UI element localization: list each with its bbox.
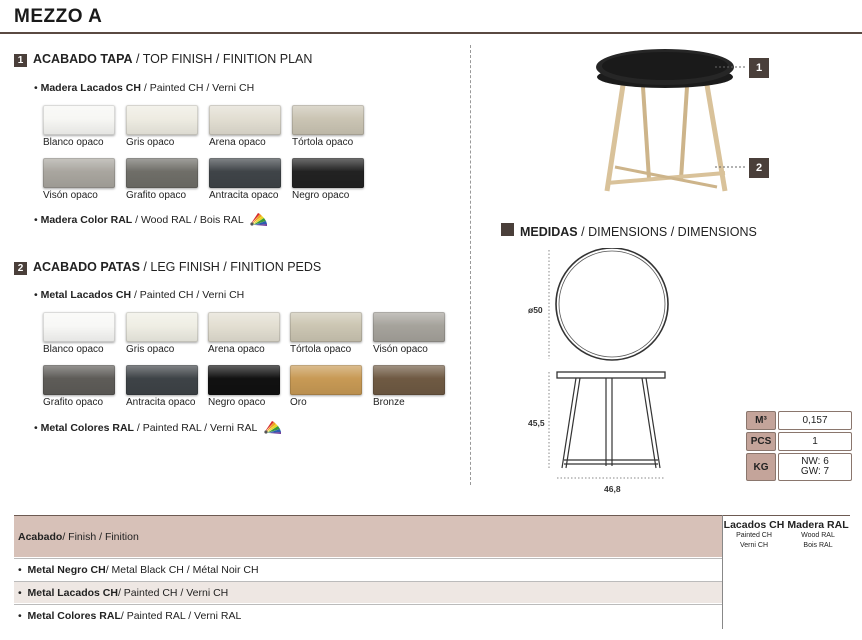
swatch-label: Antracita opaco [209, 190, 279, 201]
top-lacquer-bold: Madera Lacados CH [40, 82, 141, 94]
leg-finish-lacquer-heading: • Metal Lacados CH / Painted CH / Verni CH [34, 289, 245, 301]
row-rest: / Painted CH / Verni CH [117, 586, 229, 599]
swatch-label: Visón opaco [43, 190, 98, 201]
color-swatch [126, 105, 198, 135]
top-finish-lacquer-heading: • Madera Lacados CH / Painted CH / Verni CH [34, 82, 255, 94]
col-title: Lacados CH [723, 519, 785, 531]
leg-ral-rest: / Painted RAL / Verni RAL [133, 422, 258, 434]
ral-color-fan-icon [262, 419, 284, 435]
swatch-label: Blanco opaco [43, 344, 104, 355]
swatch-label: Grafito opaco [43, 397, 104, 408]
spec-value: 0,157 [778, 411, 852, 430]
color-swatch [209, 105, 281, 135]
color-swatch [43, 365, 115, 395]
title-divider [0, 32, 862, 34]
color-swatch [126, 312, 198, 342]
swatch-label: Tórtola opaco [290, 344, 352, 355]
dimension-drawing [540, 248, 680, 488]
row-bold: Metal Negro CH [27, 563, 106, 576]
col-sub: Wood RAL [801, 532, 835, 539]
spec-value: 1 [778, 432, 852, 451]
swatch-label: Gris opaco [126, 344, 175, 355]
top-ral-bold: Madera Color RAL [40, 214, 133, 226]
spec-row-volume [746, 411, 852, 430]
swatch-label: Grafito opaco [126, 190, 187, 201]
top-finish-title-rest: / TOP FINISH / FINITION PLAN [132, 52, 313, 66]
swatch-label: Arena opaco [208, 344, 265, 355]
finish-col-lacquer [722, 515, 786, 557]
swatch-label: Visón opaco [373, 344, 428, 355]
spec-key: PCS [746, 432, 776, 451]
leg-finish-ral-heading: • Metal Colores RAL / Painted RAL / Verni RAL [34, 422, 258, 434]
page-title: MEZZO A [14, 6, 103, 27]
swatch-label: Bronze [373, 397, 405, 408]
dimension-height: 45,5 [528, 418, 545, 428]
spec-value [778, 453, 852, 481]
swatch-label: Arena opaco [209, 137, 266, 148]
spec-key: M³ [746, 411, 776, 430]
color-swatch [290, 365, 362, 395]
spec-net-weight: NW: 6 [801, 456, 829, 467]
color-swatch [373, 365, 445, 395]
section-number-badge: 2 [14, 262, 27, 275]
table-row: • Metal Negro CH / Metal Black CH / Métal Noir CH [14, 558, 722, 580]
color-swatch [126, 365, 198, 395]
callout-top: 1 [749, 58, 769, 78]
table-divider [722, 515, 723, 629]
swatch-label: Blanco opaco [43, 137, 104, 148]
top-lacquer-rest: / Painted CH / Verni CH [140, 82, 255, 94]
leg-lacquer-bold: Metal Lacados CH [40, 289, 132, 301]
color-swatch [126, 158, 198, 188]
leg-ral-bold: Metal Colores RAL [40, 422, 134, 434]
callout-legs: 2 [749, 158, 769, 178]
color-swatch [43, 105, 115, 135]
top-finish-title-bold: ACABADO TAPA [33, 52, 133, 66]
row-rest: / Metal Black CH / Métal Noir CH [105, 563, 259, 576]
col-sub: Painted CH [736, 532, 772, 539]
spec-row-pieces [746, 432, 852, 451]
spec-row-weight [746, 453, 852, 481]
table-row: • Metal Colores RAL / Painted RAL / Verni RAL [14, 604, 722, 626]
spec-gross-weight: GW: 7 [800, 466, 830, 477]
col-sub: Bois RAL [803, 542, 833, 549]
swatch-label: Negro opaco [292, 190, 350, 201]
color-swatch [43, 158, 115, 188]
finish-table-header [14, 515, 722, 557]
finish-header-rest: / Finish / Finition [62, 530, 139, 543]
swatch-label: Gris opaco [126, 137, 175, 148]
swatch-label: Tórtola opaco [292, 137, 354, 148]
swatch-label: Negro opaco [208, 397, 266, 408]
dimensions-title-rest: / DIMENSIONS / DIMENSIONS [577, 225, 757, 239]
leg-lacquer-rest: / Painted CH / Verni CH [131, 289, 245, 301]
spec-table [746, 411, 852, 483]
color-swatch [373, 312, 445, 342]
dimensions-title-bold: MEDIDAS [520, 225, 578, 239]
leg-finish-title-rest: / LEG FINISH / FINITION PEDS [139, 260, 322, 274]
dimensions-heading [501, 223, 757, 239]
color-swatch [43, 312, 115, 342]
col-title: Madera RAL [787, 519, 849, 531]
swatch-label: Antracita opaco [126, 397, 196, 408]
table-row: • Metal Lacados CH / Painted CH / Verni CH [14, 581, 722, 603]
color-swatch [292, 105, 364, 135]
dimensions-square-icon [501, 223, 514, 236]
top-ral-rest: / Wood RAL / Bois RAL [132, 214, 244, 226]
leg-finish-title-bold: ACABADO PATAS [33, 260, 140, 274]
col-sub: Verni CH [739, 542, 768, 549]
ral-color-fan-icon [248, 211, 270, 227]
dimension-diameter: ø50 [528, 305, 543, 315]
finish-col-wood-ral [786, 515, 850, 557]
color-swatch [208, 365, 280, 395]
row-rest: / Painted RAL / Verni RAL [120, 609, 242, 622]
finish-table [14, 515, 850, 631]
column-divider [470, 45, 471, 485]
top-finish-heading [14, 52, 312, 67]
leg-finish-heading [14, 260, 321, 275]
dimension-width: 46,8 [604, 484, 621, 494]
top-finish-ral-heading: • Madera Color RAL / Wood RAL / Bois RAL [34, 214, 244, 226]
row-bold: Metal Lacados CH [27, 586, 118, 599]
color-swatch [292, 158, 364, 188]
color-swatch [209, 158, 281, 188]
section-number-badge: 1 [14, 54, 27, 67]
finish-header-bold: Acabado [18, 530, 63, 543]
color-swatch [208, 312, 280, 342]
color-swatch [290, 312, 362, 342]
spec-key: KG [746, 453, 776, 481]
swatch-label: Oro [290, 397, 307, 408]
row-bold: Metal Colores RAL [27, 609, 121, 622]
